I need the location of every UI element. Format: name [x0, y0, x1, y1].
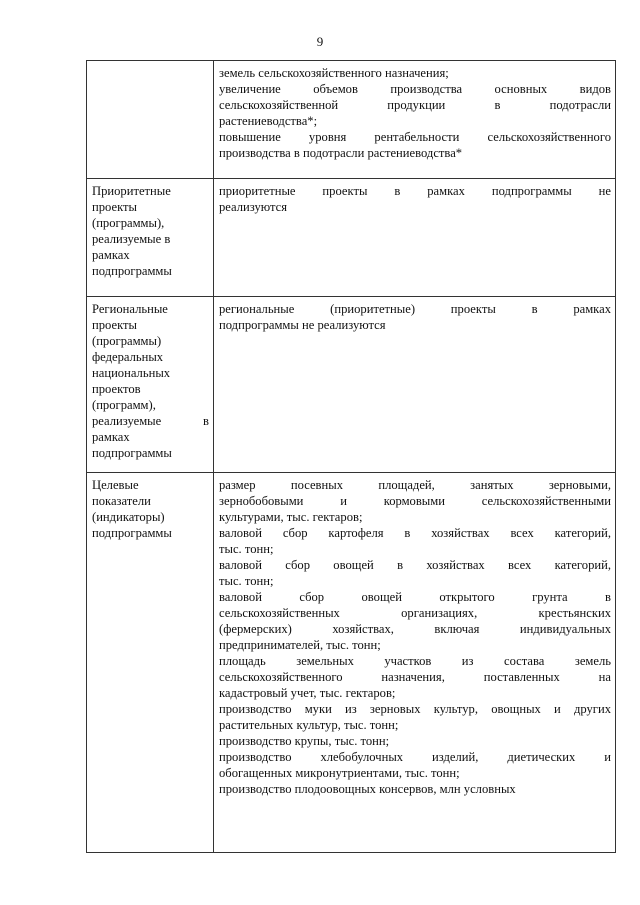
value-line: сельскохозяйственного назначения, поставленных на: [219, 670, 611, 684]
value-line: валовой сбор овощей открытого грунта в: [219, 590, 611, 604]
row-label: [87, 297, 214, 473]
value-line: тыс. тонн;: [219, 574, 274, 588]
label-line: реализуемые в: [92, 232, 171, 246]
value-line: (фермерских) хозяйствах, включая индивидуальных: [219, 622, 611, 636]
value-line: валовой сбор картофеля в хозяйствах всех категорий,: [219, 526, 611, 540]
value-line: подпрограммы не реализуются: [219, 318, 386, 332]
label-line: реализуемые в: [92, 414, 209, 428]
value-line: кадастровый учет, тыс. гектаров;: [219, 686, 396, 700]
value-line: растительных культур, тыс. тонн;: [219, 718, 399, 732]
value-line: увеличение объемов производства основных видов: [219, 82, 611, 96]
label-line: рамках: [92, 430, 130, 444]
table-row: [87, 473, 616, 853]
value-line: зернобобовыми и кормовыми сельскохозяйственными: [219, 494, 611, 508]
label-line: подпрограммы: [92, 526, 172, 540]
label-line: федеральных: [92, 350, 164, 364]
value-line: повышение уровня рентабельности сельскохозяйственного: [219, 130, 611, 144]
row-label: [87, 61, 214, 179]
label-line: национальных: [92, 366, 171, 380]
table-row: [87, 179, 616, 297]
label-line: (программы),: [92, 216, 165, 230]
row-label: [87, 473, 214, 853]
row-label: [87, 179, 214, 297]
value-line: производство плодоовощных консервов, млн условных: [219, 782, 516, 796]
row-value: [214, 297, 616, 473]
label-line: проекты: [92, 318, 137, 332]
row-value: [214, 473, 616, 853]
label-line: подпрограммы: [92, 446, 172, 460]
value-line: земель сельскохозяйственного назначения;: [219, 66, 449, 80]
value-line: площадь земельных участков из состава земель: [219, 654, 611, 668]
label-line: (индикаторы): [92, 510, 165, 524]
value-line: культурами, тыс. гектаров;: [219, 510, 363, 524]
row-value: [214, 61, 616, 179]
passport-table: [86, 60, 616, 853]
value-line: растениеводства*;: [219, 114, 318, 128]
value-line: приоритетные проекты в рамках подпрограммы не: [219, 184, 611, 198]
label-line: подпрограммы: [92, 264, 172, 278]
value-line: региональные (приоритетные) проекты в рамках: [219, 302, 611, 316]
value-line: размер посевных площадей, занятых зерновыми,: [219, 478, 611, 492]
value-line: сельскохозяйственных организациях, крестьянских: [219, 606, 611, 620]
label-line: Региональные: [92, 302, 168, 316]
table-body: [87, 61, 616, 853]
value-line: производство крупы, тыс. тонн;: [219, 734, 390, 748]
value-line: производства в подотрасли растениеводства*: [219, 146, 463, 160]
label-line: Целевые: [92, 478, 139, 492]
value-line: тыс. тонн;: [219, 542, 274, 556]
label-line: рамках: [92, 248, 130, 262]
value-line: сельскохозяйственной продукции в подотрасли: [219, 98, 611, 112]
value-line: обогащенных микронутриентами, тыс. тонн;: [219, 766, 460, 780]
value-line: предпринимателей, тыс. тонн;: [219, 638, 381, 652]
table-row: [87, 297, 616, 473]
value-line: производство муки из зерновых культур, овощных и других: [219, 702, 611, 716]
label-line: показатели: [92, 494, 151, 508]
label-line: (программы): [92, 334, 162, 348]
row-value: [214, 179, 616, 297]
label-line: проекты: [92, 200, 137, 214]
page-number: 9: [316, 34, 324, 49]
label-line: Приоритетные: [92, 184, 171, 198]
label-line: проектов: [92, 382, 141, 396]
label-line: (программ),: [92, 398, 156, 412]
value-line: валовой сбор овощей в хозяйствах всех категорий,: [219, 558, 611, 572]
value-line: реализуются: [219, 200, 288, 214]
table-row: [87, 61, 616, 179]
value-line: производство хлебобулочных изделий, диетических и: [219, 750, 611, 764]
